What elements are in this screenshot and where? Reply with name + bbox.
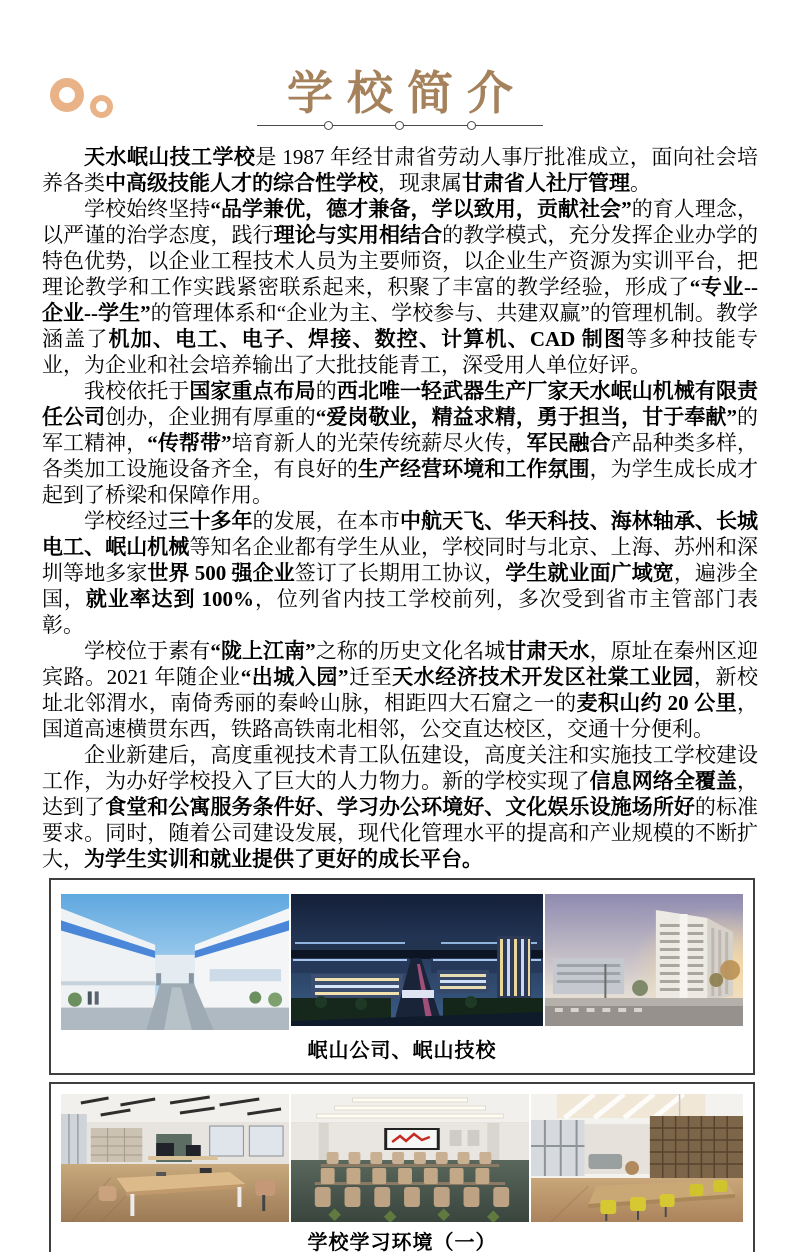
figure-caption: 岷山公司、岷山技校	[307, 1039, 497, 1062]
text-run: 创办，企业拥有厚重的	[105, 404, 316, 429]
paragraph	[42, 378, 758, 508]
figure-learning-environment	[49, 1082, 755, 1252]
text-run: 学校始终坚持	[84, 196, 211, 221]
paragraph	[42, 144, 758, 196]
bold-text-run: 生产经营环境和工作氛围	[357, 456, 590, 481]
bold-text-run: “爱岗敬业，精益求精，勇于担当，甘于奉献”	[315, 404, 737, 429]
bold-text-run: “专业--企业--学生”	[42, 274, 758, 325]
office-building-illustration	[545, 894, 743, 1026]
photo-row	[61, 894, 743, 1030]
bold-text-run: 西北唯一轻武器生产厂家天水岷山机械有限责任公司	[42, 378, 759, 429]
bold-text-run: 理论与实用相结合	[273, 222, 443, 247]
bold-text-run: 军民融合	[526, 430, 611, 455]
bold-text-run: 为学生实训和就业提供了更好的成长平台。	[84, 846, 483, 871]
factory-gate-day-illustration	[61, 894, 289, 1030]
bold-text-run: 食堂和公寓服务条件好、学习办公环境好、文化娱乐设施场所好	[105, 794, 695, 819]
text-run: ，国道高速横贯东西，铁路高铁南北相邻，公交直达校区，交通十分便利。	[42, 690, 758, 741]
bold-text-run: “陇上江南”	[210, 638, 316, 663]
text-run: 产品种类多样，各类加工设施设备齐全，有良好的	[42, 430, 759, 481]
text-run: 我校依托于	[84, 378, 190, 403]
title-underline	[257, 121, 543, 131]
figure-caption: 学校学习环境（一）	[307, 1231, 497, 1252]
bold-text-run: 天水岷山技工学校	[84, 144, 256, 169]
text-run: 学校位于素有	[84, 638, 211, 663]
text-run: ，遍涉全国，	[42, 560, 759, 611]
text-run: 迁至	[348, 664, 393, 689]
text-run: 的标准要求。同时，随着公司建设发展，现代化管理水平的提高和产业规模的不断扩大，	[42, 794, 759, 871]
text-run: 是 1987 年经甘肃省劳动人事厅批准成立，面向社会培养各类	[42, 144, 759, 195]
underline-dot	[395, 121, 404, 130]
text-run: 的管理体系和“企业为主、学校参与、共建双赢”的管理机制。教学涵盖了	[42, 300, 758, 351]
ring-large-icon	[50, 78, 84, 112]
bold-text-run: “传帮带”	[147, 430, 232, 455]
text-run: ，原址在秦州区迎宾路。2021 年随企业	[42, 638, 758, 689]
classroom-illustration	[291, 1094, 529, 1222]
underline-dot	[324, 121, 333, 130]
text-run: 的教学模式，充分发挥企业办学的特色优势，以企业工程技术人员为主要师资，以企业生产资源为实训平台，把理论教学和工作实践紧密联系起来，积聚了丰富的教学经验，形成了	[42, 222, 759, 299]
body-text	[42, 144, 758, 872]
photo-row	[61, 1094, 743, 1222]
text-run: 培育新人的光荣传统薪尽火传，	[231, 430, 527, 455]
bold-text-run: 中航天飞、华天科技、海林轴承、长城电工、岷山机械	[42, 508, 759, 559]
text-run: 的育人理念，以严谨的治学态度，践行	[42, 196, 758, 247]
text-run: ，达到了	[42, 768, 759, 819]
photo-reading-room	[531, 1094, 743, 1222]
bold-text-run: 信息网络全覆盖	[589, 768, 738, 793]
underline-dot	[467, 121, 476, 130]
text-run: 签订了长期用工协议，	[294, 560, 506, 585]
photo-office-room	[61, 1094, 289, 1222]
paragraph	[42, 196, 758, 378]
text-run: 企业新建后，高度重视技术青工队伍建设，高度关注和实施技工学校建设工作，为办好学校投入了巨大的人力物力。新的学校实现了	[42, 742, 758, 793]
figure-company-campus	[49, 878, 755, 1075]
text-run: ，现隶属	[378, 170, 462, 195]
photo-campus-night-aerial	[291, 894, 543, 1026]
bold-text-run: 国家重点布局	[189, 378, 316, 403]
bold-text-run: 世界 500 强企业	[147, 560, 295, 585]
text-run: 。	[630, 170, 651, 195]
page-title: 学校简介	[287, 67, 527, 119]
text-run: 的军工精神，	[42, 404, 759, 455]
bold-text-run: 三十多年	[168, 508, 253, 533]
text-run: 之称的历史文化名城	[315, 638, 506, 663]
ring-small-icon	[90, 95, 113, 118]
bold-text-run: 天水经济技术开发区社棠工业园	[392, 664, 694, 689]
bold-text-run: 学生就业面广域宽	[505, 560, 674, 585]
text-run: ，为学生成长成才起到了桥梁和保障作用。	[42, 456, 759, 507]
paragraph	[42, 508, 758, 638]
bold-text-run: “品学兼优，德才兼备，学以致用，贡献社会”	[210, 196, 632, 221]
bold-text-run: 中高级技能人才的综合性学校	[105, 170, 378, 195]
bold-text-run: 甘肃天水	[505, 638, 590, 663]
paragraph	[42, 742, 758, 872]
campus-night-illustration	[291, 894, 543, 1026]
bold-text-run: 麦积山约 20 公里	[576, 690, 737, 715]
text-run: ，位列省内技工学校前列，多次受到省市主管部门表彰。	[42, 586, 759, 637]
photo-factory-gate-day	[61, 894, 289, 1030]
text-run: ，新校址北邻渭水，南倚秀丽的秦岭山脉，相距四大石窟之一的	[42, 664, 759, 715]
bold-text-run: 就业率达到 100%	[85, 586, 255, 611]
bold-text-run: 机加、电工、电子、焊接、数控、计算机、CAD 制图	[108, 326, 627, 351]
text-run: 的	[315, 378, 337, 403]
photo-classroom	[291, 1094, 529, 1222]
bold-text-run: 甘肃省人社厅管理	[462, 170, 630, 195]
decorative-rings	[48, 76, 118, 121]
bold-text-run: “出城入园”	[240, 664, 349, 689]
text-run: 的发展，在本市	[252, 508, 400, 533]
office-room-illustration	[61, 1094, 289, 1222]
text-run: 等知名企业都有学生从业，学校同时与北京、上海、苏州和深圳等地多家	[42, 534, 759, 585]
photo-office-building	[545, 894, 743, 1026]
paragraph	[42, 638, 758, 742]
text-run: 学校经过	[84, 508, 169, 533]
reading-room-illustration	[531, 1094, 743, 1222]
text-run: 等多种技能专业，为企业和社会培养输出了大批技能青工，深受用人单位好评。	[42, 326, 759, 377]
page-header	[0, 0, 800, 131]
